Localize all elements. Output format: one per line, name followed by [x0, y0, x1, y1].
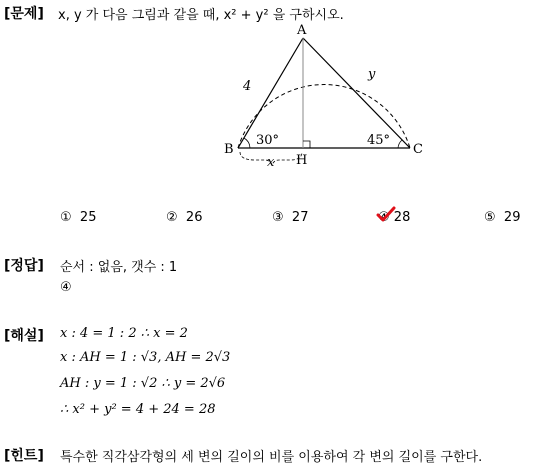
question-text: x, y 가 다음 그림과 같을 때, x² + y² 을 구하시오.: [58, 8, 344, 23]
foot-h-label: H: [296, 153, 308, 168]
angle-b-label: 30°: [256, 133, 280, 148]
choice-3[interactable]: [272, 210, 308, 225]
solution-line-3: AH : y = 1 : √2 ∴ y = 2√6: [60, 376, 226, 391]
choice-2[interactable]: [166, 210, 202, 225]
solution-line-4: ∴ x² + y² = 4 + 24 = 28: [60, 402, 216, 417]
choice-4-value: 28: [393, 210, 411, 225]
solution-line-1: x : 4 = 1 : 2 ∴ x = 2: [60, 326, 188, 341]
side-ac: [303, 38, 410, 148]
choice-1-num: ①: [60, 210, 72, 225]
answer-line2: ④: [60, 280, 72, 295]
angle-c-arc: [398, 140, 402, 148]
choice-3-num: ③: [272, 210, 284, 225]
choice-2-num: ②: [166, 210, 178, 225]
side-ab-label: 4: [243, 79, 252, 94]
choice-5-value: 29: [503, 210, 521, 225]
right-angle-mark: [303, 141, 310, 148]
vertex-a-label: A: [297, 23, 307, 38]
choice-5-num: ⑤: [484, 210, 496, 225]
answer-tag: [정답]: [4, 258, 44, 274]
vertex-c-label: C: [413, 142, 423, 157]
choice-5[interactable]: [484, 210, 520, 225]
choice-4[interactable]: [378, 210, 410, 225]
angle-c-label: 45°: [367, 133, 391, 148]
seg-bh-label: x: [267, 155, 275, 170]
solution-line-2: x : AH = 1 : √3, AH = 2√3: [60, 350, 231, 365]
choice-4-num: ④: [378, 210, 390, 225]
choice-1-value: 25: [79, 210, 97, 225]
side-ac-label: y: [368, 67, 376, 82]
choice-1[interactable]: [60, 210, 96, 225]
hint-text: 특수한 직각삼각형의 세 변의 길이의 비를 이용하여 각 변의 길이를 구한다.: [60, 450, 483, 465]
solution-tag: [해설]: [4, 328, 44, 344]
question-tag: [문제]: [4, 6, 44, 22]
check-mark-icon: [376, 206, 396, 224]
choice-2-value: 26: [185, 210, 203, 225]
angle-b-arc: [244, 138, 250, 148]
hint-tag: [힌트]: [4, 448, 44, 464]
vertex-b-label: B: [224, 142, 234, 157]
choice-3-value: 27: [291, 210, 309, 225]
answer-line1: 순서 : 없음, 갯수 : 1: [60, 260, 178, 275]
